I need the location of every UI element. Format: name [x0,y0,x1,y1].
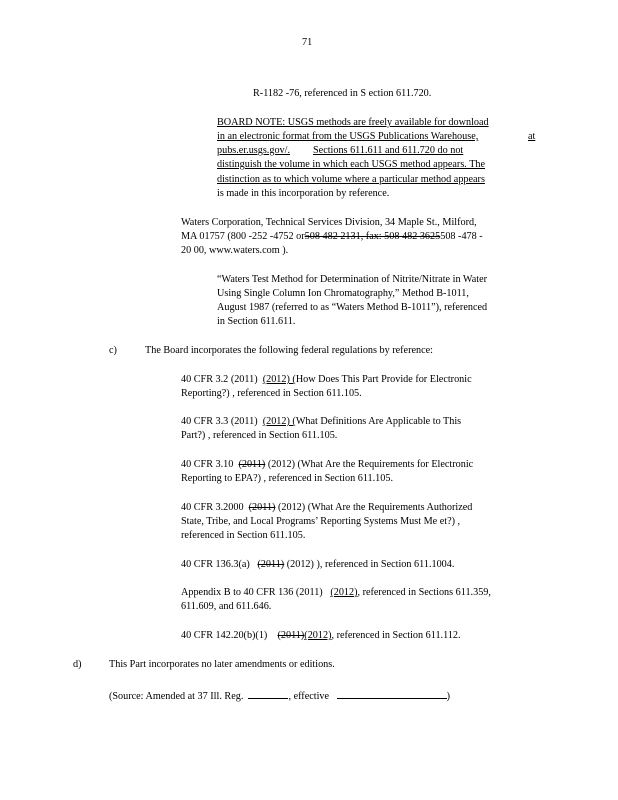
cfr-142-20-old-year: (2011) [277,630,305,641]
cfr-3-3-line-1 [181,416,461,428]
waters-line-3: 20 00, www.waters.com ). [181,245,289,256]
board-note-url: pubs.er.usgs.gov/. [217,145,291,156]
source-note-effective: , effective [288,691,330,702]
cfr-3-2000-line-3: referenced in Section 611.105. [181,530,306,541]
appendix-b-rest: , referenced in Sections 611.359, [357,587,491,598]
board-note-line-2 [217,131,478,143]
cfr-142-20-rest: , referenced in Section 611.112. [331,630,461,641]
effective-date-blank[interactable] [337,688,447,699]
cfr-3-10-title: (2012) (What Are the Requirements for Electronic [267,459,474,470]
cfr-136-3-cite: 40 CFR 136.3(a) [181,559,250,570]
cfr-3-2-title: How Does This Part Provide for Electronic [295,374,472,385]
cfr-3-3-new-year: (2012) ( [262,416,296,427]
cfr-3-2000-cite: 40 CFR 3.2000 [181,502,244,513]
cfr-136-3-old-year: (2011) [257,559,285,570]
waters-line-2 [181,231,483,243]
cfr-136-3-rest: (2012) ), referenced in Section 611.1004. [286,559,455,570]
cfr-3-10-cite: 40 CFR 3.10 [181,459,234,470]
subsection-c-label: c) [109,345,117,356]
subsection-d-text: This Part incorporates no later amendments or editions. [109,659,335,670]
board-note-line-2-text: in an electronic format from the USGS Publications Warehouse, [217,131,479,142]
board-note-line-3 [217,145,290,157]
cfr-3-2-line-2: Reporting?) , referenced in Section 611.105. [181,388,362,399]
cfr-3-3-line-2: Part?) , referenced in Section 611.105. [181,430,338,441]
source-note-close: ) [446,691,451,702]
cfr-3-3-cite: 40 CFR 3.3 (2011) [181,416,258,427]
usgs-method-line: R-1182 -76, referenced in S ection 611.720. [253,88,432,99]
cfr-3-10-line-2: Reporting to EPA?) , referenced in Section 611.105. [181,473,394,484]
cfr-3-2000-line-2: State, Tribe, and Local Programs’ Reporting Systems Must Me et?) , [181,516,461,527]
cfr-3-2000-title: (2012) (What Are the Requirements Authorized [278,502,473,513]
cfr-3-2-cite: 40 CFR 3.2 (2011) [181,374,258,385]
cfr-3-3-title: What Definitions Are Applicable to This [295,416,462,427]
appendix-b-line-2: 611.609, and 611.646. [181,601,272,612]
appendix-b-new-year: (2012) [330,587,358,598]
waters-old-phone-struck: 508 482 2131, fax: 508 482 3625 [304,231,441,242]
appendix-b-line-1 [181,587,491,599]
board-note-line-5: distinction as to which volume where a particular method appears [217,174,485,185]
cfr-142-20-cite: 40 CFR 142.20(b)(1) [181,630,268,641]
source-note [109,688,450,703]
cfr-3-10-old-year: (2011) [238,459,266,470]
board-note-line-4: distinguish the volume in which each USGS method appears. The [217,159,486,170]
board-note-line-2-end: at [528,131,536,142]
register-blank[interactable] [248,688,288,699]
board-note-line-3-sections: Sections 611.611 and 611.720 do not [313,145,464,156]
waters-method-line-2: Using Single Column Ion Chromatography,” Method B-1011, [217,288,469,299]
waters-line-2-start: MA 01757 (800 -252 -4752 or [181,231,305,242]
waters-line-2-end: 508 -478 - [440,231,483,242]
cfr-142-20-new-year: (2012) [304,630,332,641]
cfr-3-2000-line-1 [181,502,472,514]
waters-method-line-3: August 1987 (referred to as “Waters Method B-1011”), referenced [217,302,488,313]
page-number: 71 [302,37,313,48]
waters-line-1: Waters Corporation, Technical Services Division, 34 Maple St., Milford, [181,217,477,228]
cfr-3-2000-old-year: (2011) [248,502,276,513]
cfr-142-20-line [181,630,461,642]
waters-method-line-4: in Section 611.611. [217,316,296,327]
cfr-3-10-line-1 [181,459,473,471]
subsection-d-label: d) [73,659,82,670]
subsection-c-text: The Board incorporates the following federal regulations by reference: [145,345,433,356]
source-note-start: (Source: Amended at 37 Ill. Reg. [109,691,244,702]
appendix-b-cite: Appendix B to 40 CFR 136 (2011) [181,587,323,598]
cfr-3-2-line-1 [181,374,472,386]
waters-method-line-1: “Waters Test Method for Determination of Nitrite/Nitrate in Water [217,274,487,285]
board-note-line-6: is made in this incorporation by reference. [217,188,390,199]
cfr-3-2-new-year: (2012) ( [262,374,296,385]
board-note-line-1: BOARD NOTE: USGS methods are freely available for download [217,117,489,128]
cfr-136-3-line [181,559,454,571]
